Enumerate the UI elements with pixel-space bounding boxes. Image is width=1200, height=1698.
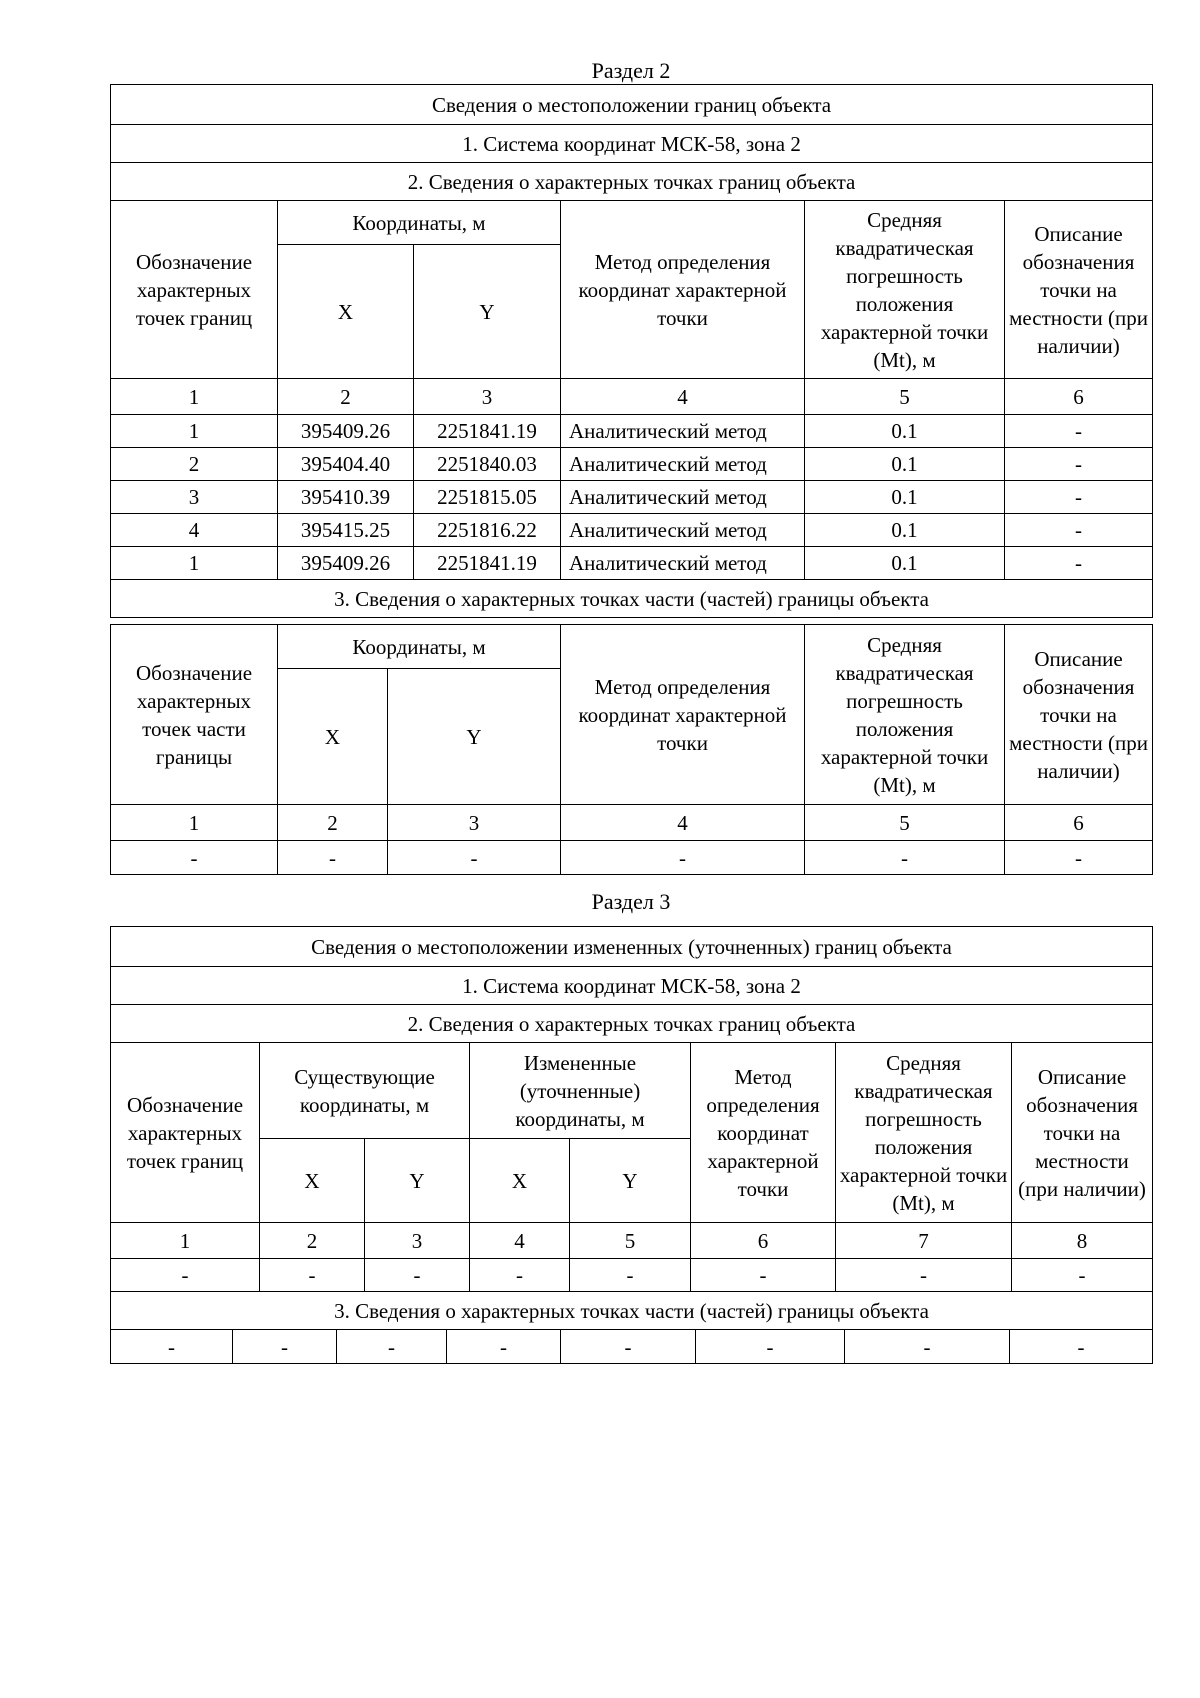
- point-method: Аналитический метод: [561, 415, 805, 448]
- section2-coordinate-system: 1. Система координат МСК-58, зона 2: [111, 125, 1153, 163]
- point-x: 395410.39: [278, 481, 414, 514]
- s3-header-existing: Существующие координаты, м: [260, 1043, 470, 1139]
- point-id: 3: [111, 481, 278, 514]
- header-x: X: [278, 245, 414, 379]
- table-row: [111, 841, 1153, 875]
- table-cell: -: [111, 841, 278, 875]
- parts-header-method: Метод определения координат характерной точки: [561, 625, 805, 805]
- point-id: 2: [111, 448, 278, 481]
- table-cell: -: [570, 1259, 691, 1292]
- table-row: [111, 415, 1153, 448]
- table-cell: -: [836, 1259, 1012, 1292]
- column-number: 3: [388, 805, 561, 841]
- table-row: [111, 547, 1153, 580]
- column-number: 3: [414, 379, 561, 415]
- column-number: 2: [260, 1223, 365, 1259]
- column-number: 6: [1005, 379, 1153, 415]
- s3-header-y-existing: Y: [365, 1139, 470, 1223]
- point-x: 395415.25: [278, 514, 414, 547]
- header-method: Метод определения координат характерной точки: [561, 201, 805, 379]
- section3-title: Раздел 3: [591, 889, 671, 914]
- point-method: Аналитический метод: [561, 547, 805, 580]
- point-error: 0.1: [805, 448, 1005, 481]
- column-number: 1: [111, 379, 278, 415]
- point-error: 0.1: [805, 514, 1005, 547]
- column-number: 1: [111, 805, 278, 841]
- column-number: 2: [278, 379, 414, 415]
- section3-coordinate-system: 1. Система координат МСК-58, зона 2: [111, 967, 1153, 1005]
- column-number: 1: [111, 1223, 260, 1259]
- column-number: 4: [561, 805, 805, 841]
- table-cell: -: [337, 1330, 447, 1364]
- s3-header-method: Метод определения координат характерной точки: [691, 1043, 836, 1223]
- column-number: 2: [278, 805, 388, 841]
- column-number: 5: [805, 379, 1005, 415]
- column-number: 4: [561, 379, 805, 415]
- table-cell: -: [805, 841, 1005, 875]
- table-row: [111, 1259, 1153, 1292]
- point-method: Аналитический метод: [561, 481, 805, 514]
- parts-header-x: X: [278, 669, 388, 805]
- section2-title: Раздел 2: [591, 58, 671, 83]
- point-y: 2251841.19: [414, 547, 561, 580]
- point-y: 2251841.19: [414, 415, 561, 448]
- table-cell: -: [696, 1330, 845, 1364]
- table-cell: -: [260, 1259, 365, 1292]
- s3-header-x-changed: X: [470, 1139, 570, 1223]
- section2-points-heading: 2. Сведения о характерных точках границ объекта: [111, 163, 1153, 201]
- table-cell: -: [691, 1259, 836, 1292]
- table-cell: -: [111, 1330, 233, 1364]
- column-number: 5: [570, 1223, 691, 1259]
- s3-header-changed: Измененные (уточненные) координаты, м: [470, 1043, 691, 1139]
- section2-heading: Сведения о местоположении границ объекта: [111, 85, 1153, 125]
- table-cell: -: [1010, 1330, 1153, 1364]
- table-cell: -: [845, 1330, 1010, 1364]
- header-y: Y: [414, 245, 561, 379]
- column-number: 7: [836, 1223, 1012, 1259]
- column-number: 3: [365, 1223, 470, 1259]
- point-x: 395409.26: [278, 547, 414, 580]
- parts-header-y: Y: [388, 669, 561, 805]
- point-y: 2251816.22: [414, 514, 561, 547]
- table-cell: -: [1005, 841, 1153, 875]
- point-id: 1: [111, 547, 278, 580]
- column-number: 8: [1012, 1223, 1153, 1259]
- table-cell: -: [388, 841, 561, 875]
- point-description: -: [1005, 481, 1153, 514]
- table-row: [111, 514, 1153, 547]
- section3-heading: Сведения о местоположении измененных (уточненных) границ объекта: [111, 927, 1153, 967]
- table-cell: -: [470, 1259, 570, 1292]
- header-coords: Координаты, м: [278, 201, 561, 245]
- s3-header-designation: Обозначение характерных точек границ: [111, 1043, 260, 1223]
- point-description: -: [1005, 415, 1153, 448]
- point-y: 2251840.03: [414, 448, 561, 481]
- table-row: [111, 1330, 1153, 1364]
- header-error: Средняя квадратическая погрешность положения характерной точки (Mt), м: [805, 201, 1005, 379]
- header-description: Описание обозначения точки на местности (при наличии): [1005, 201, 1153, 379]
- point-error: 0.1: [805, 547, 1005, 580]
- point-error: 0.1: [805, 415, 1005, 448]
- s3-header-description: Описание обозначения точки на местности (при наличии): [1012, 1043, 1153, 1223]
- point-x: 395404.40: [278, 448, 414, 481]
- parts-header-description: Описание обозначения точки на местности (при наличии): [1005, 625, 1153, 805]
- point-method: Аналитический метод: [561, 514, 805, 547]
- table-cell: -: [561, 841, 805, 875]
- section3-parts-table: [110, 1329, 1153, 1364]
- column-number: 5: [805, 805, 1005, 841]
- section2-table: [110, 84, 1153, 618]
- parts-header-designation: Обозначение характерных точек части границы: [111, 625, 278, 805]
- column-number: 4: [470, 1223, 570, 1259]
- table-row: [111, 481, 1153, 514]
- section3-parts-heading: 3. Сведения о характерных точках части (частей) границы объекта: [111, 1292, 1153, 1330]
- point-description: -: [1005, 448, 1153, 481]
- point-description: -: [1005, 514, 1153, 547]
- point-method: Аналитический метод: [561, 448, 805, 481]
- s3-header-y-changed: Y: [570, 1139, 691, 1223]
- table-row: [111, 448, 1153, 481]
- table-cell: -: [447, 1330, 561, 1364]
- point-id: 4: [111, 514, 278, 547]
- section2-parts-table: [110, 624, 1153, 875]
- table-cell: -: [278, 841, 388, 875]
- section3-table: [110, 926, 1153, 1330]
- point-description: -: [1005, 547, 1153, 580]
- s3-header-x-existing: X: [260, 1139, 365, 1223]
- section2-parts-heading: 3. Сведения о характерных точках части (частей) границы объекта: [111, 580, 1153, 618]
- table-cell: -: [1012, 1259, 1153, 1292]
- column-number: 6: [1005, 805, 1153, 841]
- table-cell: -: [233, 1330, 337, 1364]
- table-cell: -: [365, 1259, 470, 1292]
- column-number: 6: [691, 1223, 836, 1259]
- point-x: 395409.26: [278, 415, 414, 448]
- table-cell: -: [111, 1259, 260, 1292]
- point-id: 1: [111, 415, 278, 448]
- s3-header-error: Средняя квадратическая погрешность положения характерной точки (Mt), м: [836, 1043, 1012, 1223]
- point-y: 2251815.05: [414, 481, 561, 514]
- point-error: 0.1: [805, 481, 1005, 514]
- parts-header-error: Средняя квадратическая погрешность положения характерной точки (Mt), м: [805, 625, 1005, 805]
- section3-points-heading: 2. Сведения о характерных точках границ объекта: [111, 1005, 1153, 1043]
- header-designation: Обозначение характерных точек границ: [111, 201, 278, 379]
- table-cell: -: [561, 1330, 696, 1364]
- parts-header-coords: Координаты, м: [278, 625, 561, 669]
